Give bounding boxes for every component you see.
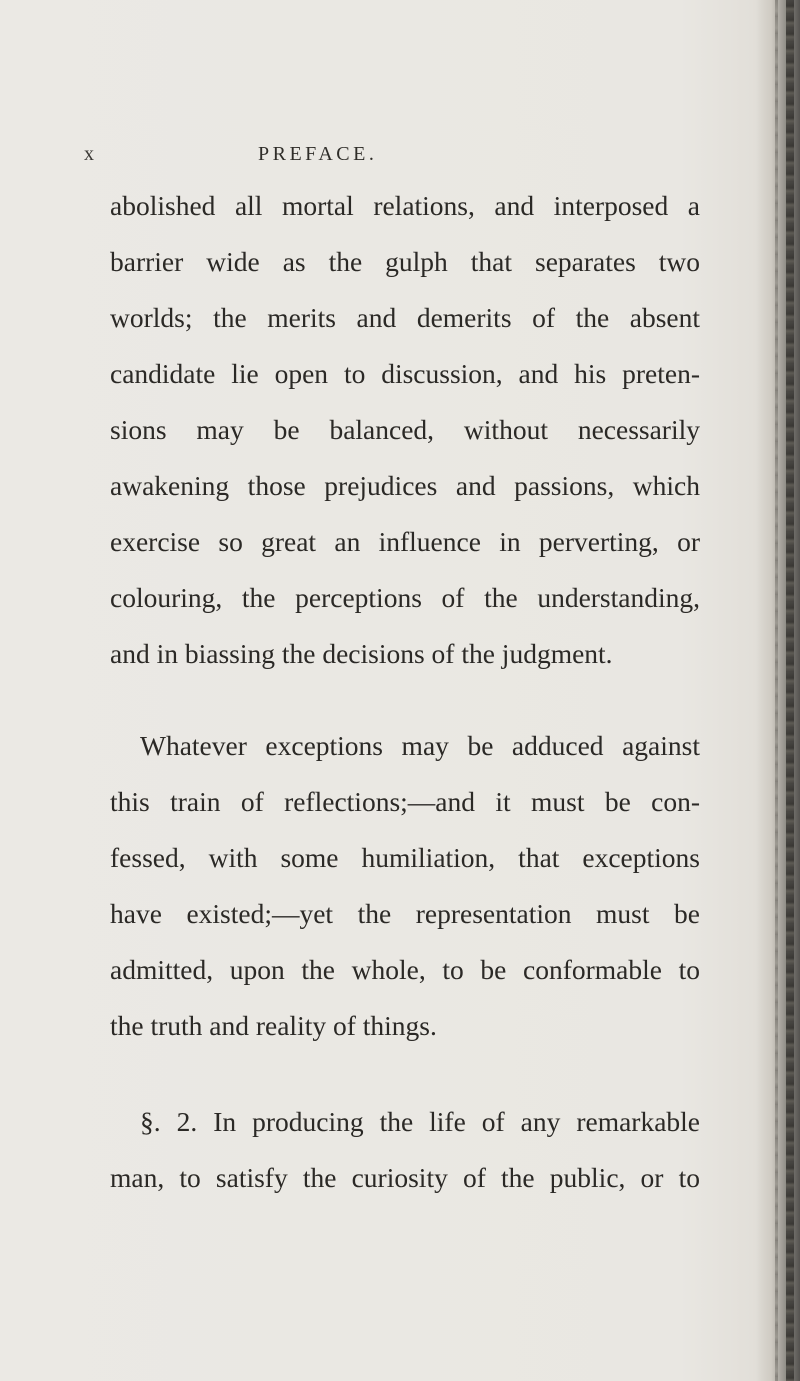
running-head-title: PREFACE. [258, 143, 378, 165]
text-line: sions may be balanced, without necessarily [110, 414, 700, 445]
binding-edge-inner [775, 0, 778, 1381]
binding-edge [786, 0, 794, 1381]
text-line: this train of reflections;—and it must be con- [110, 786, 700, 817]
text-line: awakening those prejudices and passions, which [110, 470, 700, 501]
text-line: barrier wide as the gulph that separates two [110, 246, 700, 277]
running-head [84, 143, 684, 173]
text-line: colouring, the perceptions of the understanding, [110, 582, 700, 613]
text-line: worlds; the merits and demerits of the absent [110, 302, 700, 333]
text-line: §. 2. In producing the life of any remarkable [140, 1106, 700, 1137]
text-line: man, to satisfy the curiosity of the public, or to [110, 1162, 700, 1193]
text-line: fessed, with some humiliation, that exceptions [110, 842, 700, 873]
text-line: exercise so great an influence in perverting, or [110, 526, 700, 557]
text-line: admitted, upon the whole, to be conformable to [110, 954, 700, 985]
text-line: candidate lie open to discussion, and his preten- [110, 358, 700, 389]
text-line: abolished all mortal relations, and interposed a [110, 190, 700, 221]
page-number: x [84, 143, 95, 165]
text-line: Whatever exceptions may be adduced against [140, 730, 700, 761]
text-line: and in biassing the decisions of the judgment. [110, 638, 613, 669]
text-line: have existed;—yet the representation must be [110, 898, 700, 929]
text-line: the truth and reality of things. [110, 1010, 437, 1041]
